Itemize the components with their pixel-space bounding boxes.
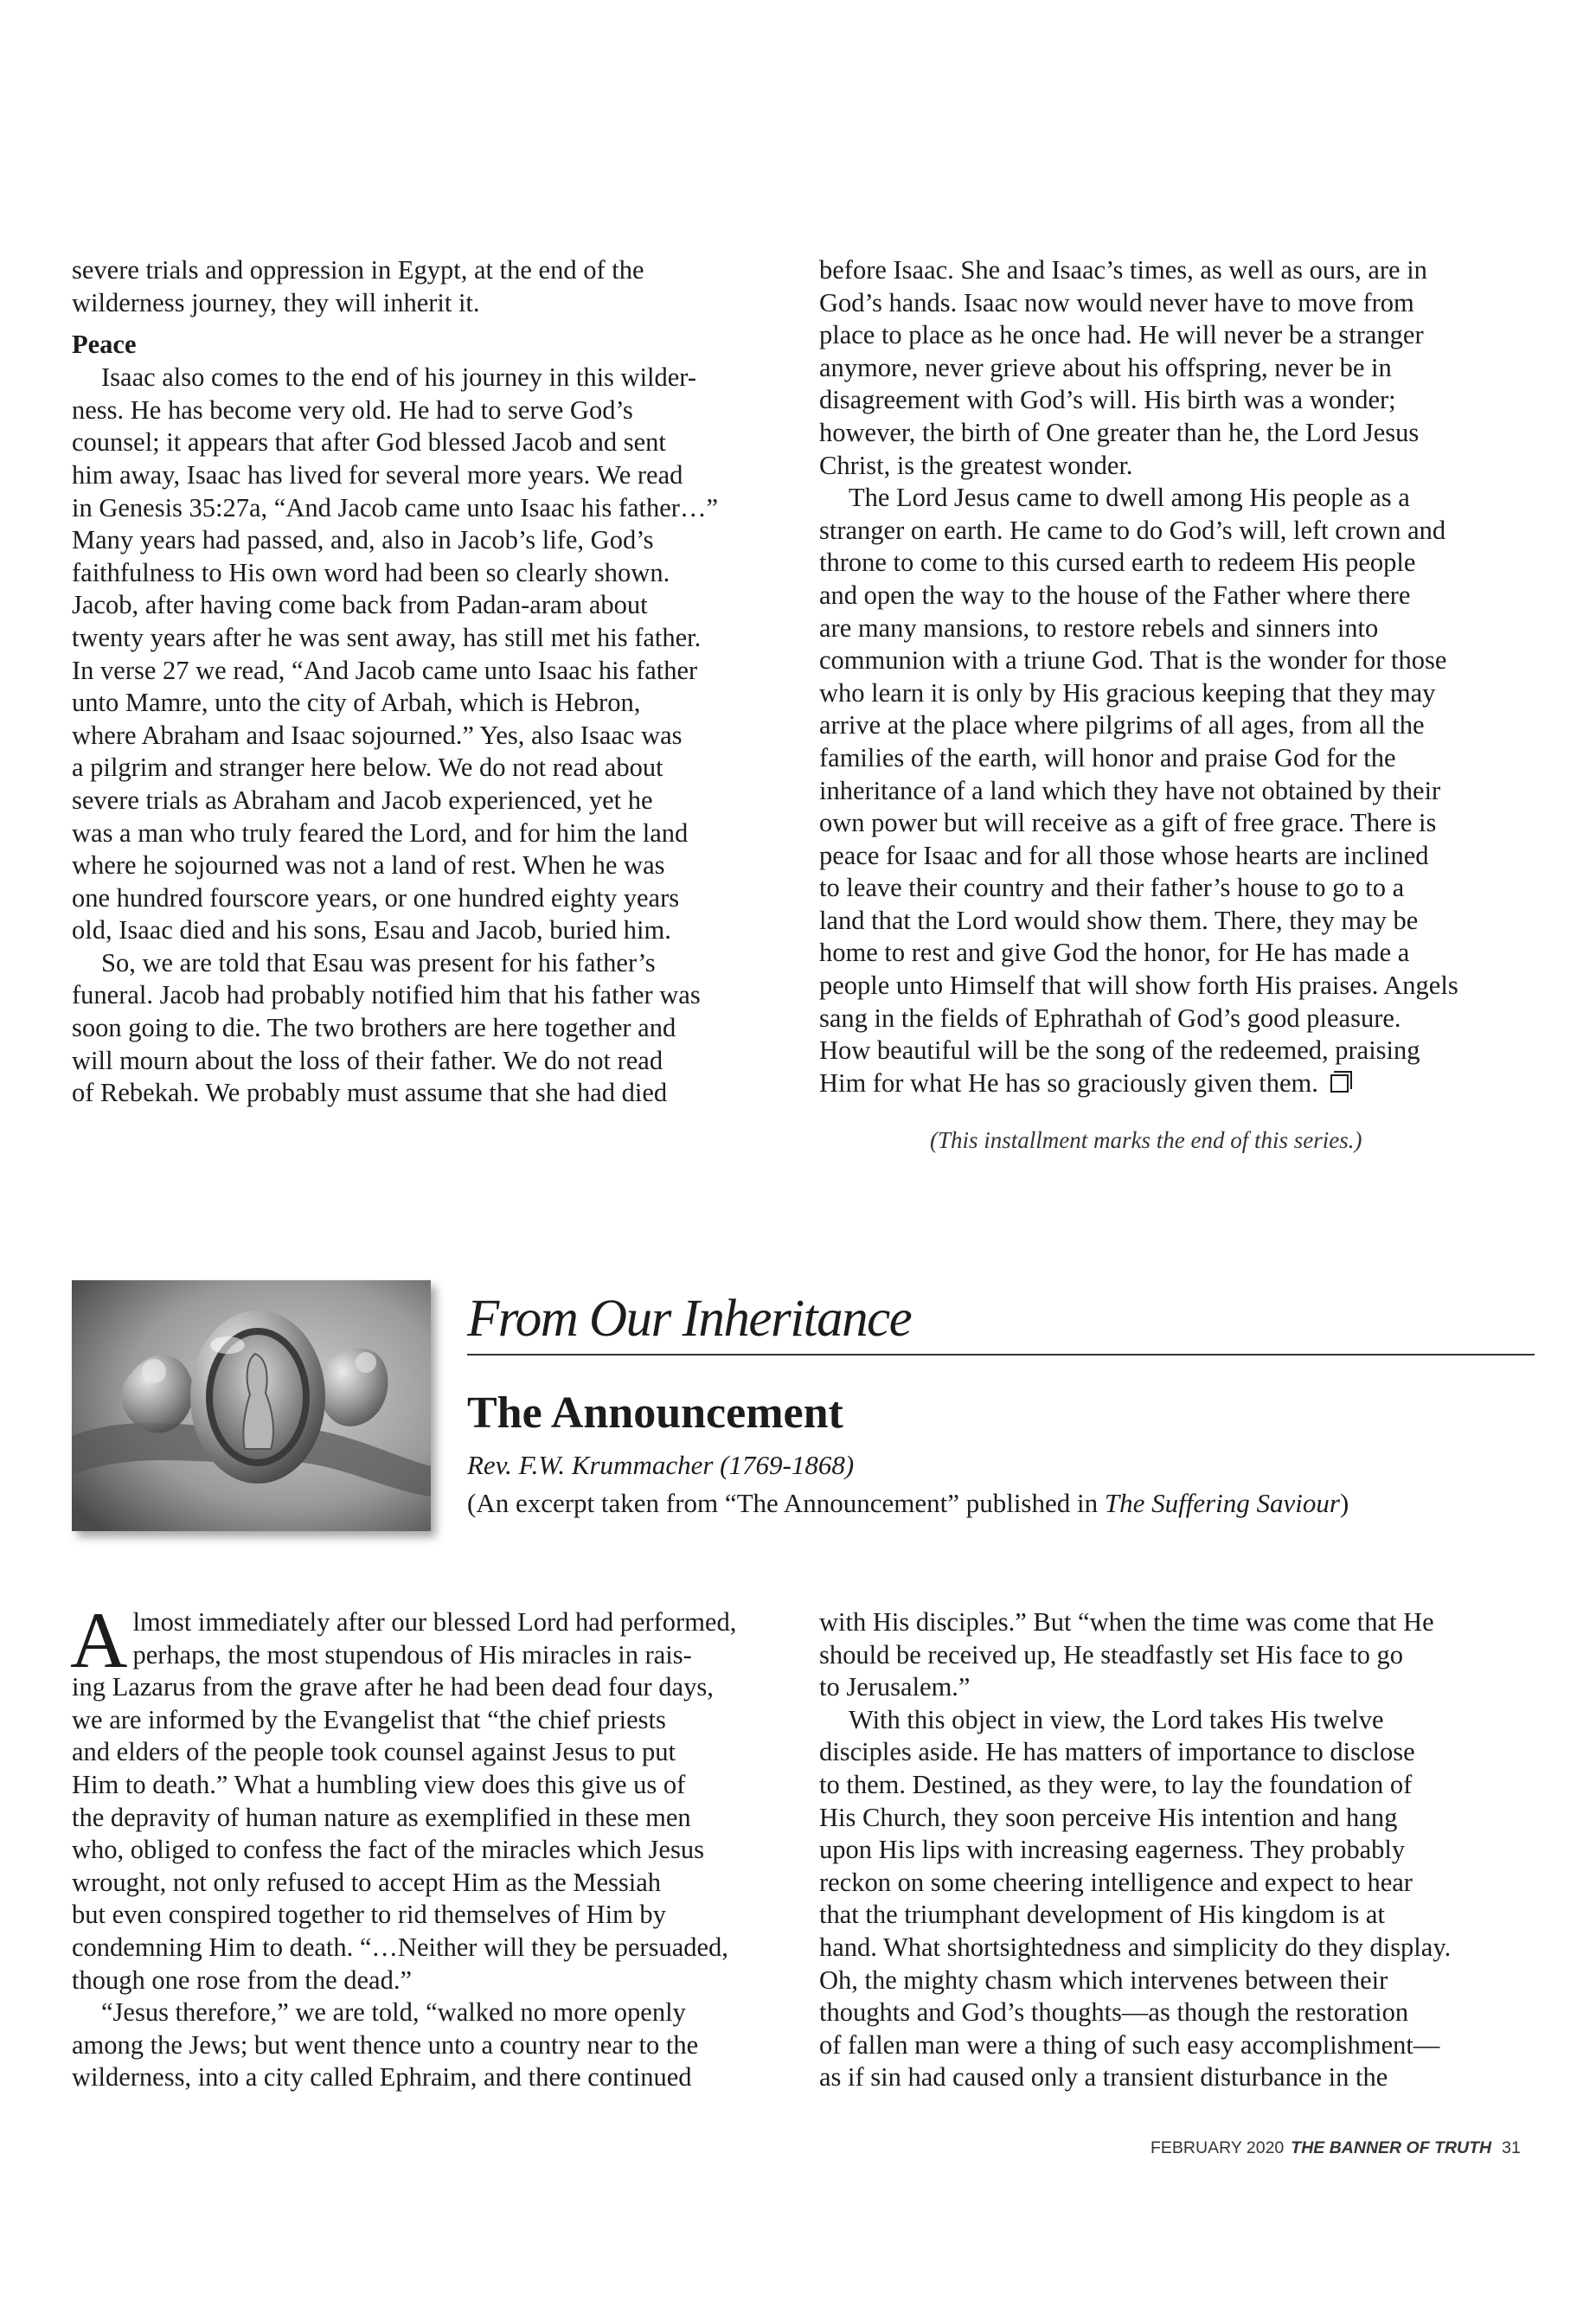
text-line: was a man who truly feared the Lord, and for him the land <box>72 817 689 848</box>
page-number: 31 <box>1502 2138 1521 2157</box>
source-prefix: (An excerpt taken from “The Announcement” published in <box>467 1488 1105 1518</box>
text-line: unto Mamre, unto the city of Arbah, which is Hebron, <box>72 688 641 718</box>
series-end-note: (This installment marks the end of this series.) <box>930 1127 1362 1153</box>
text-line: soon going to die. The two brothers are here together and <box>72 1013 676 1043</box>
text-line: one hundred fourscore years, or one hundred eighty years <box>72 882 680 913</box>
page-footer <box>1151 2138 1521 2158</box>
text-line: among the Jews; but went thence unto a country near to the <box>72 2029 699 2060</box>
text-line: arrive at the place where pilgrims of all ages, from all the <box>819 710 1425 740</box>
text-line <box>819 1067 1537 1100</box>
text-line: ness. He has become very old. He had to serve God’s <box>72 394 633 425</box>
text-line: should be received up, He steadfastly set His face to go <box>819 1639 1404 1670</box>
text-line: How beautiful will be the song of the redeemed, praising <box>819 1035 1420 1066</box>
text-line: who learn it is only by His gracious keeping that they may <box>819 677 1436 708</box>
text-line: old, Isaac died and his sons, Esau and Jacob, buried him. <box>72 915 671 945</box>
text-line: The Lord Jesus came to dwell among His people as a <box>849 483 1410 513</box>
text-line: that the triumphant development of His kingdom is at <box>819 1900 1385 1930</box>
intro-paragraph <box>72 254 781 319</box>
text-line: Isaac also comes to the end of his journey in this wilder- <box>101 362 697 393</box>
paragraph <box>72 1997 786 2094</box>
text-line: though one rose from the dead.” <box>72 1965 412 1995</box>
paragraph <box>819 1704 1537 2094</box>
text-line: will mourn about the loss of their father. We do not read <box>72 1045 663 1075</box>
text-line: before Isaac. She and Isaac’s times, as well as ours, are in <box>819 255 1427 285</box>
paragraph <box>72 362 781 947</box>
text-line: perhaps, the most stupendous of His miracles in rais- <box>132 1639 692 1670</box>
text-line: where Abraham and Isaac sojourned.” Yes, also Isaac was <box>72 720 683 750</box>
text-line: of fallen man were a thing of such easy accomplishment— <box>819 2029 1440 2060</box>
paragraph <box>72 947 781 1110</box>
text-line: severe trials as Abraham and Jacob experienced, yet he <box>72 785 653 815</box>
paragraph <box>819 1606 1537 1704</box>
text-line: to Jerusalem.” <box>819 1672 971 1702</box>
text-line: but even conspired together to rid themselves of Him by <box>72 1900 666 1930</box>
column-top-left <box>72 254 781 1110</box>
text-line: funeral. Jacob had probably notified him that his father was <box>72 980 701 1010</box>
text-line: ing Lazarus from the grave after he had been dead four days, <box>72 1672 714 1702</box>
text-line: hand. What shortsightedness and simplicity do they display. <box>819 1932 1452 1962</box>
text-line: as if sin had caused only a transient disturbance in the <box>819 2062 1388 2093</box>
text-line: throne to come to this cursed earth to redeem His people <box>819 548 1416 578</box>
text-line: Jacob, after having come back from Padan-aram about <box>72 590 648 620</box>
text-line: faithfulness to His own word had been so clearly shown. <box>72 557 670 587</box>
text-line: Him to death.” What a humbling view does this give us of <box>72 1769 686 1799</box>
article-title: The Announcement <box>467 1388 843 1438</box>
paragraph <box>819 482 1537 1099</box>
text-line: and open the way to the house of the Father where there <box>819 580 1411 610</box>
text-line-text: Him for what He has so graciously given them. <box>819 1067 1318 1098</box>
text-line: stranger on earth. He came to do God’s will, left crown and <box>819 515 1446 545</box>
text-line: of Rebekah. We probably must assume that she had died <box>72 1078 668 1108</box>
text-line: with His disciples.” But “when the time was come that He <box>819 1607 1434 1637</box>
text-line: With this object in view, the Lord takes His twelve <box>849 1704 1384 1734</box>
article-source <box>467 1488 1349 1519</box>
text-line: the depravity of human nature as exemplified in these men <box>72 1802 691 1832</box>
text-line: wilderness, into a city called Ephraim, and there continued <box>72 2062 692 2093</box>
column-bottom-right <box>819 1606 1537 2094</box>
text-line: peace for Isaac and for all those whose hearts are inclined <box>819 840 1429 870</box>
text-line: where he sojourned was not a land of rest. When he was <box>72 850 665 881</box>
text-line: inheritance of a land which they have not obtained by their <box>819 775 1441 805</box>
text-line: God’s hands. Isaac now would never have to move from <box>819 287 1414 317</box>
drop-cap: A <box>70 1596 128 1684</box>
text-line: families of the earth, will honor and praise God for the <box>819 742 1396 772</box>
text-line: severe trials and oppression in Egypt, at the end of the <box>72 255 644 285</box>
source-book-title: The Suffering Saviour <box>1104 1488 1340 1518</box>
text-line: Many years had passed, and, also in Jacob’s life, God’s <box>72 525 654 555</box>
text-line: sang in the fields of Ephrathah of God’s good pleasure. <box>819 1003 1401 1033</box>
text-line: disciples aside. He has matters of importance to disclose <box>819 1737 1415 1767</box>
text-line: anymore, never grieve about his offspring, never be in <box>819 352 1392 382</box>
text-line: him away, Isaac has lived for several more years. We read <box>72 459 683 490</box>
subheading-peace: Peace <box>72 330 137 360</box>
column-top-right <box>819 254 1537 1099</box>
text-line: twenty years after he was sent away, has still met his father. <box>72 622 702 652</box>
source-suffix: ) <box>1339 1488 1349 1518</box>
section-title: From Our Inheritance <box>467 1290 912 1348</box>
text-line: home to rest and give God the honor, for He has made a <box>819 938 1410 968</box>
text-line: reckon on some cheering intelligence and expect to hear <box>819 1867 1413 1897</box>
text-line: thoughts and God’s thoughts—as though the restoration <box>819 1997 1409 2028</box>
magazine-name: THE BANNER OF TRUTH <box>1291 2138 1492 2157</box>
section-divider <box>467 1354 1535 1356</box>
text-line: So, we are told that Esau was present for his father’s <box>101 947 656 977</box>
text-line: are many mansions, to restore rebels and sinners into <box>819 612 1379 643</box>
text-line: to them. Destined, as they were, to lay the foundation of <box>819 1769 1413 1799</box>
text-line: who, obliged to confess the fact of the miracles which Jesus <box>72 1835 704 1865</box>
text-line: In verse 27 we read, “And Jacob came unto Isaac his father <box>72 655 698 685</box>
text-line: a pilgrim and stranger here below. We do not read about <box>72 753 663 783</box>
text-line: counsel; it appears that after God blessed Jacob and sent <box>72 427 666 458</box>
text-line: own power but will receive as a gift of free grace. There is <box>819 808 1437 838</box>
issue-date: FEBRUARY 2020 <box>1151 2138 1285 2157</box>
ring-photo <box>72 1280 431 1531</box>
text-line: lmost immediately after our blessed Lord had performed, <box>132 1607 737 1637</box>
text-line: people unto Himself that will show forth His praises. Angels <box>819 971 1458 1001</box>
text-line: upon His lips with increasing eagerness. They probably <box>819 1835 1406 1865</box>
text-line: condemning Him to death. “…Neither will they be persuaded, <box>72 1932 728 1962</box>
text-line: communion with a triune God. That is the wonder for those <box>819 645 1447 676</box>
text-line: place to place as he once had. He will never be a stranger <box>819 320 1424 350</box>
text-line: land that the Lord would show them. There, they may be <box>819 905 1419 935</box>
article-author: Rev. F.W. Krummacher (1769-1868) <box>467 1450 855 1480</box>
paragraph <box>819 254 1537 482</box>
text-line: we are informed by the Evangelist that “the chief priests <box>72 1704 666 1734</box>
text-line: His Church, they soon perceive His intention and hang <box>819 1802 1398 1832</box>
text-line: wilderness journey, they will inherit it. <box>72 287 480 317</box>
ring-photo-graphic <box>72 1280 431 1531</box>
text-line: disagreement with God’s will. His birth was a wonder; <box>819 385 1396 415</box>
text-line: wrought, not only refused to accept Him as the Messiah <box>72 1867 662 1897</box>
text-line: however, the birth of One greater than he, the Lord Jesus <box>819 417 1420 447</box>
text-line: to leave their country and their father’s house to go to a <box>819 873 1405 903</box>
text-line: Christ, is the greatest wonder. <box>819 450 1133 480</box>
text-line: “Jesus therefore,” we are told, “walked no more openly <box>101 1997 686 2028</box>
paragraph <box>70 1596 786 1997</box>
end-of-article-icon <box>1330 1074 1349 1093</box>
text-line: and elders of the people took counsel against Jesus to put <box>72 1737 676 1767</box>
column-bottom-left <box>70 1596 786 2094</box>
text-line: in Genesis 35:27a, “And Jacob came unto Isaac his father…” <box>72 492 718 522</box>
text-line: Oh, the mighty chasm which intervenes between their <box>819 1965 1388 1995</box>
